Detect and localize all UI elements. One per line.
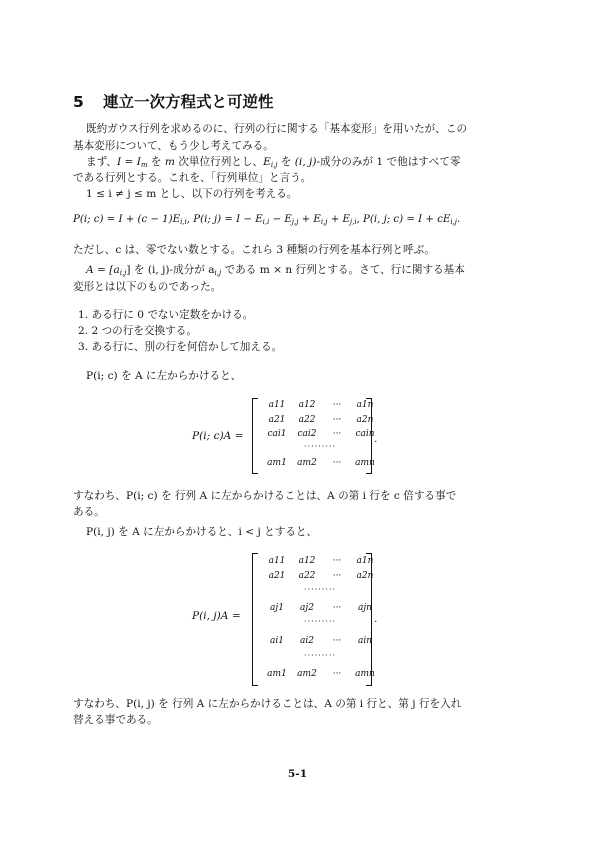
math-m: m — [164, 156, 175, 168]
after-line-3: 変形とは以下のものであった。 — [73, 281, 222, 293]
left-bracket — [252, 398, 258, 474]
matrix-dots-row — [260, 442, 364, 456]
text-segment: 次単位行列とし、 — [174, 156, 264, 168]
matrix-cell: ··· — [332, 603, 342, 613]
matrix2-intro: P(i, j) を A に左からかけると、i < j とすると、 — [86, 526, 318, 538]
page-number: 5-1 — [287, 768, 308, 780]
matrix-row — [260, 415, 374, 429]
matrix2-period: . — [374, 613, 378, 625]
intro-line-1: 既約ガウス行列を求めるのに、行列の行に関する「基本変形」を用いたが、この — [86, 123, 468, 135]
text-segment: を — [277, 156, 295, 168]
matrix-dots: ········· — [304, 585, 336, 594]
matrix-cell: amn — [355, 669, 375, 679]
matrix-cell: ··· — [332, 636, 342, 646]
matrix-cell: a12 — [298, 556, 316, 566]
math-ij: (i, j) — [294, 156, 317, 168]
section-number: 5 — [73, 93, 84, 111]
matrix-row — [260, 458, 375, 472]
matrix-cell: cai1 — [267, 429, 287, 439]
matrix-cell: cai2 — [297, 429, 317, 439]
matrix-row — [260, 400, 374, 414]
list-item: 3. ある行に、別の行を何倍かして加える。 — [78, 341, 283, 353]
matrix-cell: a1n — [356, 556, 374, 566]
matrix-dots-row — [260, 585, 364, 599]
matrix-row — [260, 429, 375, 443]
matrix-cell: ··· — [332, 458, 342, 468]
text-segment: である m × n 行列とする。さて、行に関する基本 — [221, 264, 465, 276]
math-sub: i,j — [270, 161, 278, 169]
formula-sub: j,j — [291, 218, 299, 226]
matrix-cell: a2n — [356, 571, 374, 581]
text-segment: ] を (i, j)-成分が a — [126, 264, 215, 276]
matrix1-after-2: ある。 — [73, 506, 105, 518]
list-item: 1. ある行に 0 でない定数をかける。 — [78, 309, 254, 321]
matrix-cell: ajn — [358, 603, 372, 613]
math-A: A = [a — [86, 264, 120, 276]
matrix-cell: a11 — [268, 400, 286, 410]
formula-part: + E — [327, 214, 350, 225]
math-sub: i,j — [214, 269, 222, 277]
list-item: 2. 2 つの行を交換する。 — [78, 325, 197, 337]
intro-line-4: である行列とする。これを、「行列単位」と言う。 — [73, 172, 312, 184]
matrix1-after-1: すなわち、P(i; c) を 行列 A に左からかけることは、A の第 i 行を c 倍する事で — [73, 490, 457, 502]
matrix-cell: ai1 — [270, 636, 284, 646]
formula-part: P(i; c) = I + (c − 1)E — [73, 214, 181, 225]
matrix-cell: ··· — [332, 429, 342, 439]
matrix-cell: a2n — [356, 415, 374, 425]
matrix1-intro: P(i; c) を A に左からかけると、 — [86, 370, 242, 382]
matrix-row — [260, 669, 375, 683]
matrix-cell: aj2 — [300, 603, 314, 613]
matrix2-after-2: 替える事である。 — [73, 714, 158, 726]
math-identity: I = I — [116, 156, 141, 168]
matrix-cell: a21 — [268, 415, 286, 425]
matrix1-period: . — [374, 433, 378, 445]
matrix2-after-1: すなわち、P(i, j) を 行列 A に左からかけることは、A の第 i 行と、第 j 行を入れ — [73, 698, 462, 710]
formula-sub: i,i — [180, 218, 187, 226]
matrix-cell: a1n — [356, 400, 374, 410]
text-segment: を — [147, 156, 165, 168]
section-title: 連立一次方程式と可逆性 — [103, 93, 274, 111]
matrix-cell: am1 — [267, 669, 287, 679]
matrix-cell: a21 — [268, 571, 286, 581]
text-segment: まず、 — [86, 156, 117, 168]
matrix-dots: ········· — [304, 617, 336, 626]
matrix-cell: a22 — [298, 571, 316, 581]
matrix-cell: amn — [355, 458, 375, 468]
matrix-dots-row — [260, 651, 364, 665]
matrix-cell: ··· — [332, 400, 342, 410]
matrix-cell: a12 — [298, 400, 316, 410]
matrix-row — [260, 571, 374, 585]
matrix-row — [260, 636, 373, 650]
elementary-matrices-formula — [73, 214, 460, 225]
formula-period: . — [456, 214, 461, 225]
matrix1-label: P(i; c)A = — [192, 430, 244, 442]
intro-line-3 — [86, 155, 460, 170]
matrix-dots: ········· — [304, 651, 336, 660]
formula-sub: i,j — [320, 218, 328, 226]
matrix-cell: am1 — [267, 458, 287, 468]
matrix-dots: ········· — [304, 442, 336, 451]
formula-part: , P(i, j; c) = I + cE — [356, 214, 451, 225]
after-line-1: ただし、c は、零でない数とする。これら 3 種類の行列を基本行列と呼ぶ。 — [73, 244, 435, 256]
matrix-cell: ··· — [332, 571, 342, 581]
matrix1 — [252, 398, 375, 474]
row-operations-list — [78, 307, 282, 355]
math-E: E — [263, 156, 271, 168]
matrix-cell: am2 — [297, 458, 317, 468]
matrix-cell: ··· — [332, 669, 342, 679]
text-segment: -成分のみが 1 で他はすべて零 — [316, 156, 461, 168]
matrix-cell: am2 — [297, 669, 317, 679]
formula-part: + E — [298, 214, 321, 225]
formula-sub: i,i — [262, 218, 270, 226]
left-bracket — [252, 553, 258, 686]
matrix-cell: ai2 — [300, 636, 314, 646]
matrix-cell: aj1 — [270, 603, 284, 613]
matrix-cell: a11 — [268, 556, 286, 566]
math-sub: m — [140, 161, 148, 169]
matrix-cell: ··· — [332, 415, 342, 425]
formula-part: , P(i; j) = I − E — [186, 214, 263, 225]
formula-part: − E — [269, 214, 292, 225]
formula-sub: j,i — [349, 218, 357, 226]
matrix-cell: a22 — [298, 415, 316, 425]
intro-line-5: 1 ≤ i ≠ j ≤ m とし、以下の行列を考える。 — [86, 188, 298, 200]
intro-line-2: 基本変形について、もう少し考えてみる。 — [73, 140, 274, 152]
after-line-2 — [86, 263, 465, 278]
section-heading — [73, 93, 274, 111]
matrix-row — [260, 556, 374, 570]
matrix2-label: P(i, j)A = — [192, 610, 241, 622]
matrix-dots-row — [260, 617, 364, 631]
math-sub: i,j — [119, 269, 127, 277]
matrix-row — [260, 603, 372, 617]
matrix-cell: cain — [355, 429, 375, 439]
formula-sub: i,j — [450, 218, 457, 226]
matrix-cell: ain — [357, 636, 373, 646]
matrix-cell: ··· — [332, 556, 342, 566]
matrix2 — [252, 553, 375, 686]
